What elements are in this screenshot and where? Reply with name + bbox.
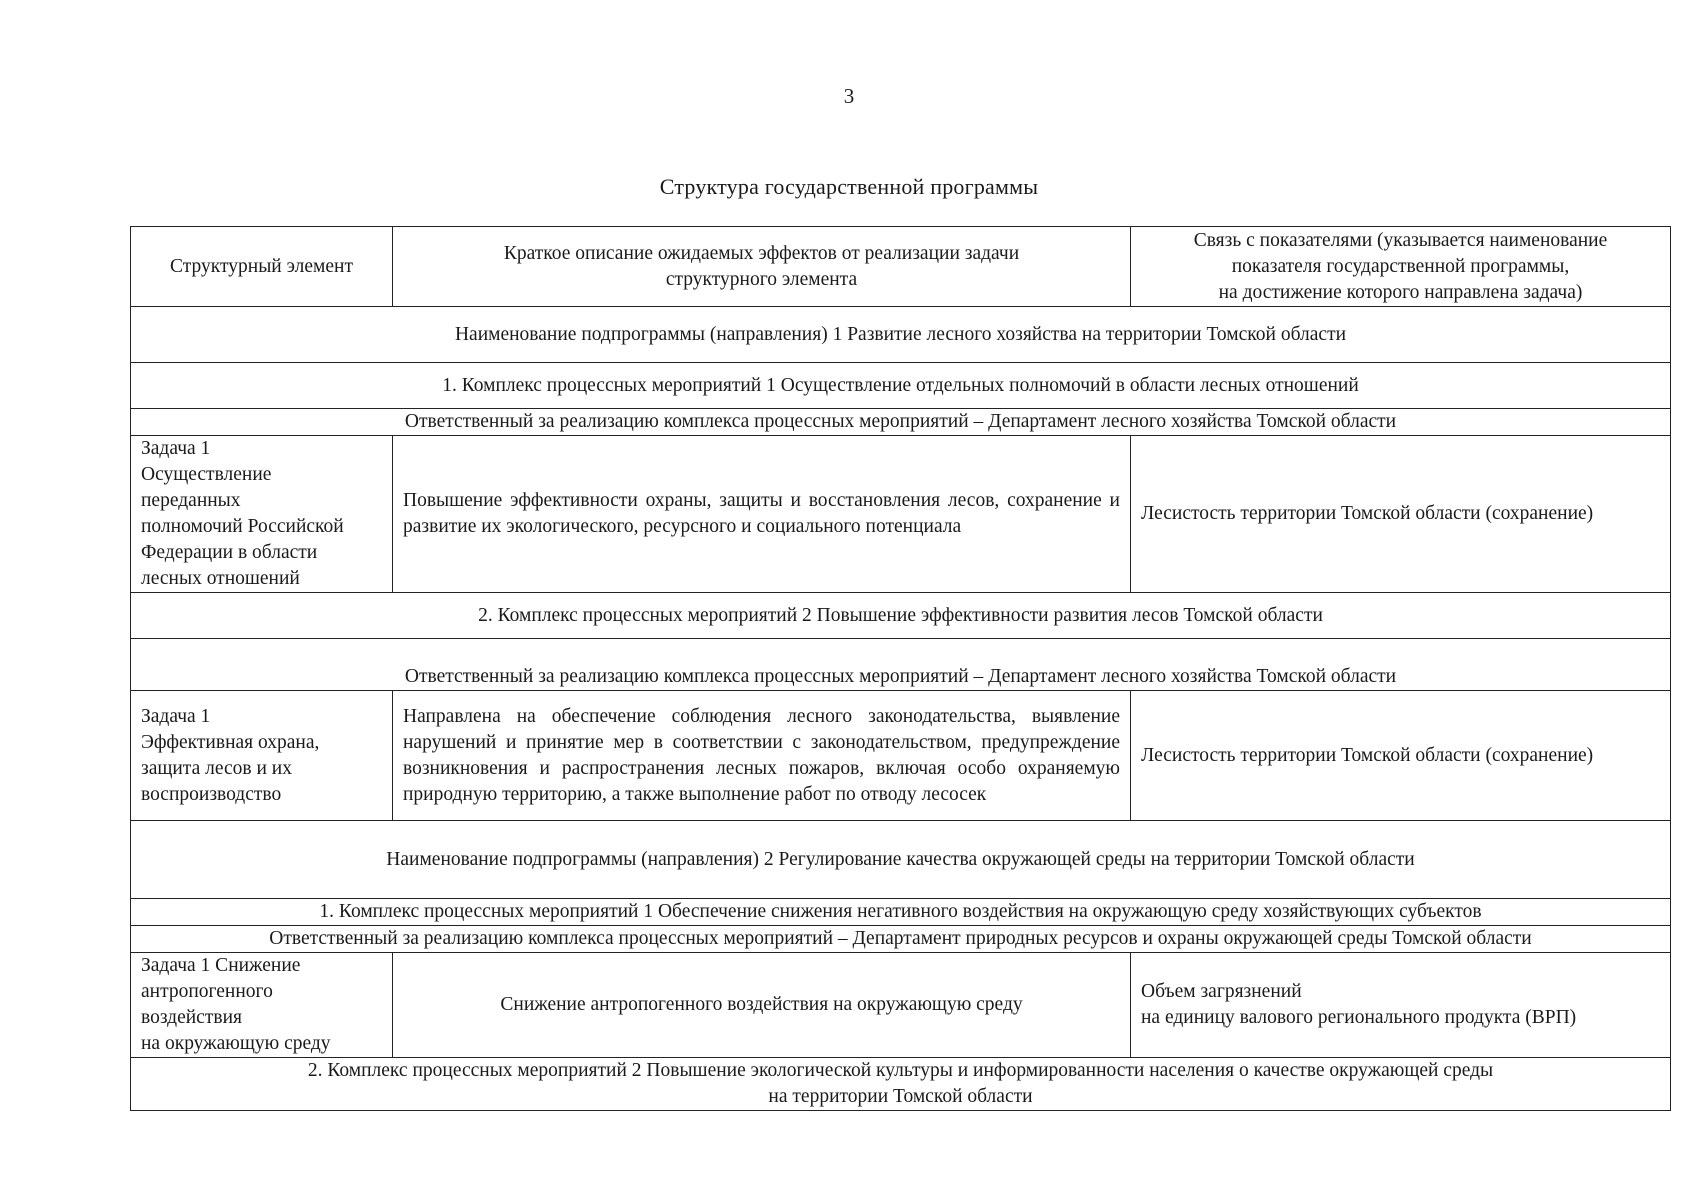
subprogram-2-name: Наименование подпрограммы (направления) 2 Регулирование качества окружающей среды на территории Томской области — [131, 821, 1671, 899]
task-line: Задача 1 Снижение — [141, 955, 301, 976]
sub1-complex-1-description: Повышение эффективности охраны, защиты и восстановления лесов, сохранение и развитие их экологического, ресурсного и социального потенциала — [393, 436, 1131, 593]
sub1-complex-1-responsible: Ответственный за реализацию комплекса процессных мероприятий – Департамент лесного хозяйства Томской области — [131, 409, 1671, 436]
page-number: 3 — [843, 84, 855, 108]
indicator-line: Объем загрязнений — [1141, 981, 1302, 1002]
table-header-row — [131, 227, 1671, 307]
header-indicator-line: на достижение которого направлена задача) — [1218, 281, 1583, 303]
header-structural-element: Структурный элемент — [131, 227, 393, 307]
sub2-complex-1-title: 1. Комплекс процессных мероприятий 1 Обеспечение снижения негативного воздействия на окружающую среду хозяйствующих субъектов — [131, 899, 1671, 926]
task-line: полномочий Российской — [141, 516, 344, 537]
header-effects-line: структурного элемента — [665, 268, 858, 290]
task-row — [131, 691, 1671, 821]
task-line: антропогенного — [141, 981, 273, 1002]
sub2-complex-1-description: Снижение антропогенного воздействия на окружающую среду — [393, 953, 1131, 1058]
task-line: Осуществление — [141, 464, 272, 485]
task-line: воспроизводство — [141, 783, 282, 805]
complex-title-line: на территории Томской области — [768, 1086, 1033, 1107]
sub2-complex-1-responsible: Ответственный за реализацию комплекса процессных мероприятий – Департамент природных ресурсов и охраны окружающей среды Томской области — [131, 926, 1671, 953]
task-line: воздействия — [141, 1007, 242, 1028]
sub1-complex-1-title: 1. Комплекс процессных мероприятий 1 Осуществление отдельных полномочий в области лесных отношений — [131, 363, 1671, 409]
responsible-row — [131, 926, 1671, 953]
sub1-complex-2-title: 2. Комплекс процессных мероприятий 2 Повышение эффективности развития лесов Томской области — [131, 593, 1671, 639]
task-row — [131, 953, 1671, 1058]
subprogram-1-name: Наименование подпрограммы (направления) 1 Развитие лесного хозяйства на территории Томской области — [131, 307, 1671, 363]
sub1-complex-2-description: Направлена на обеспечение соблюдения лесного законодательства, выявление нарушений и принятие мер в соответствии с законодательством, предупреждение возникновения и распространения лесных пожаров, включая особо охраняемую природную территорию, а также выполнение работ по отводу лесосек — [393, 691, 1131, 821]
task-row — [131, 436, 1671, 593]
task-line: Эффективная охрана, — [141, 731, 320, 753]
header-effects-line: Краткое описание ожидаемых эффектов от реализации задачи — [503, 242, 1020, 264]
task-line: на окружающую среду — [141, 1033, 331, 1054]
task-line: защита лесов и их — [141, 757, 292, 779]
header-effects-description — [393, 227, 1131, 307]
sub1-complex-1-task — [131, 436, 393, 593]
indicator-line: на единицу валового регионального продукта (ВРП) — [1141, 1007, 1577, 1028]
header-indicator-line: Связь с показателями (указывается наименование — [1193, 229, 1608, 251]
sub2-complex-2-title — [131, 1058, 1671, 1111]
header-indicator-line: показателя государственной программы, — [1231, 255, 1570, 277]
subprogram-row — [131, 821, 1671, 899]
sub1-complex-2-responsible: Ответственный за реализацию комплекса процессных мероприятий – Департамент лесного хозяйства Томской области — [131, 639, 1671, 691]
subprogram-row — [131, 307, 1671, 363]
task-line: Задача 1 — [141, 438, 211, 459]
task-line: Федерации в области — [141, 542, 318, 563]
complex-row — [131, 363, 1671, 409]
task-line: Задача 1 — [141, 705, 211, 727]
responsible-row — [131, 409, 1671, 436]
sub1-complex-2-indicator: Лесистость территории Томской области (сохранение) — [1131, 691, 1671, 821]
complex-row — [131, 899, 1671, 926]
complex-row — [131, 1058, 1671, 1111]
sub1-complex-1-indicator: Лесистость территории Томской области (сохранение) — [1131, 436, 1671, 593]
sub1-complex-2-task — [131, 691, 393, 821]
complex-title-line: 2. Комплекс процессных мероприятий 2 Повышение экологической культуры и информированности населения о качестве окружающей среды — [307, 1060, 1494, 1081]
document-title: Структура государственной программы — [659, 174, 1039, 199]
sub2-complex-1-indicator — [1131, 953, 1671, 1058]
program-structure-table — [130, 226, 1671, 1111]
complex-row — [131, 593, 1671, 639]
sub2-complex-1-task — [131, 953, 393, 1058]
task-line: переданных — [141, 490, 241, 511]
responsible-row — [131, 639, 1671, 691]
header-indicator-link — [1131, 227, 1671, 307]
task-line: лесных отношений — [141, 568, 300, 589]
